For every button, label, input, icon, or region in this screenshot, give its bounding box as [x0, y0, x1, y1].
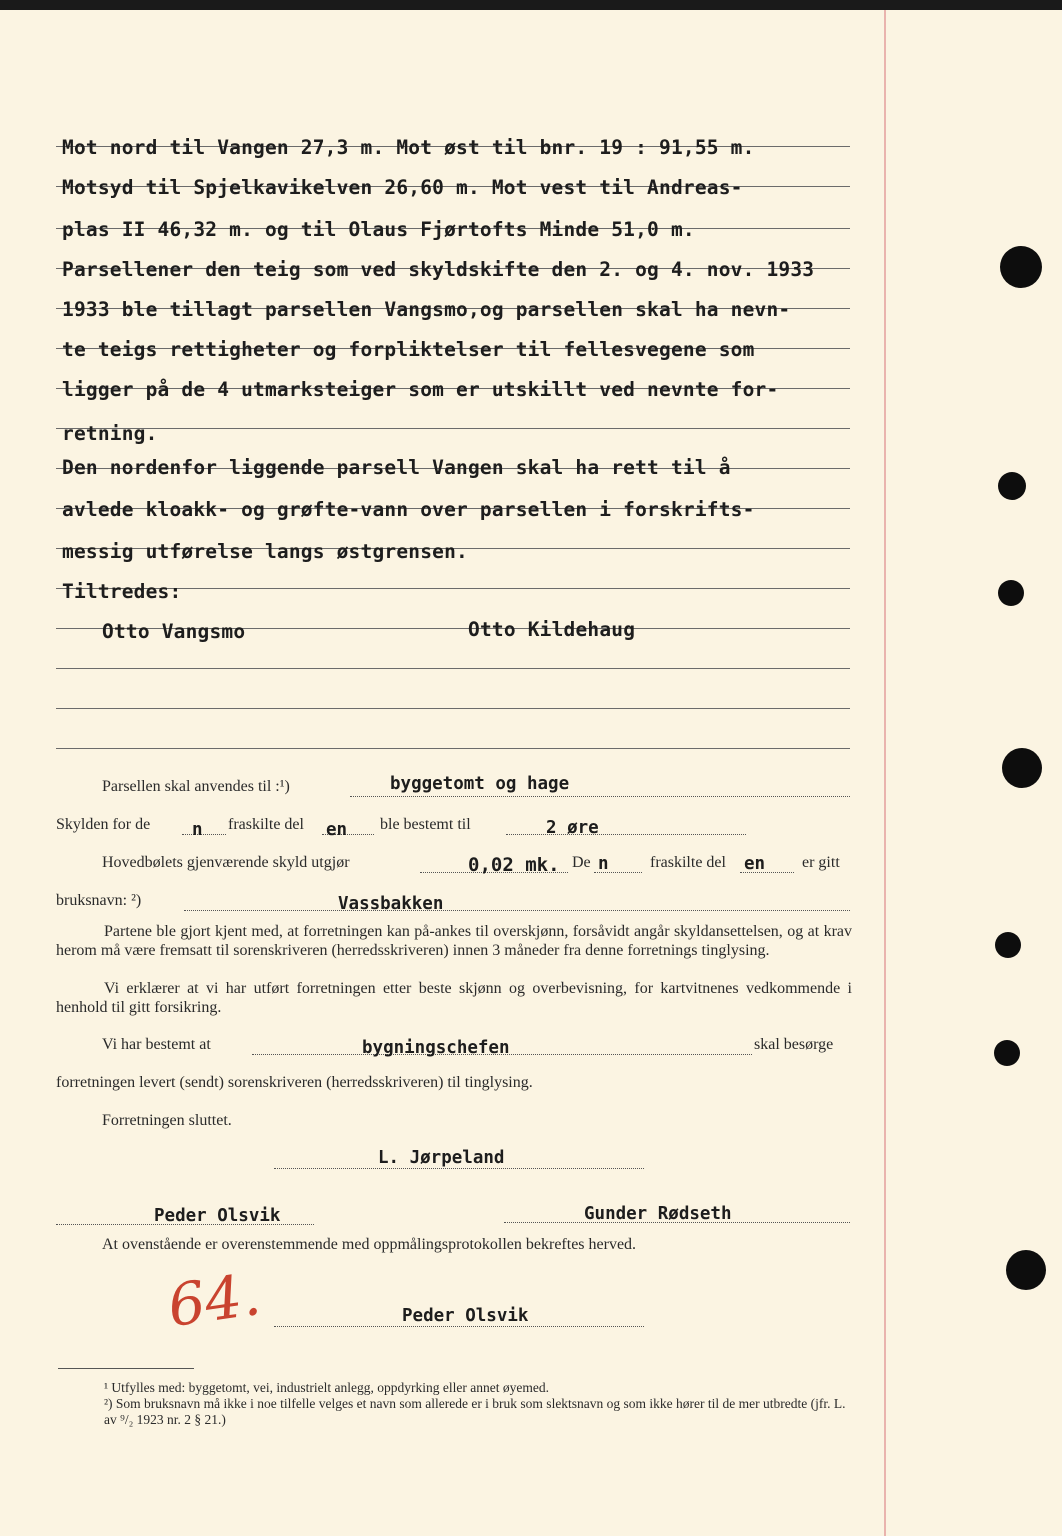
hoved-de: De [572, 854, 591, 871]
skyld-label-3: ble bestemt til [380, 816, 471, 833]
bestemt-label-2: skal besørge [754, 1036, 834, 1053]
ruled-line [56, 748, 850, 749]
bestemt-label: Vi har bestemt at [102, 1036, 211, 1053]
skyld-dotted [182, 834, 226, 835]
ruled-line [56, 428, 850, 429]
bruksnavn-value: Vassbakken [338, 894, 444, 914]
bestemt-line-2: forretningen levert (sendt) sorenskriveren (herredsskriveren) til tinglysing. [56, 1074, 533, 1091]
signature-olsvik: Peder Olsvik [154, 1206, 281, 1226]
footnote-1: ¹ Utfylles med: byggetomt, vei, industrielt anlegg, oppdyrking eller annet øyemed. [104, 1380, 549, 1395]
skyld-dotted [506, 834, 746, 835]
use-dotted-line [350, 796, 850, 797]
skyld-label-2: fraskilte del [228, 816, 304, 833]
punch-hole [994, 1040, 1020, 1066]
punch-hole [998, 472, 1026, 500]
hoved-value: 0,02 mk. [468, 854, 560, 876]
typed-line: messig utførelse langs østgrensen. [62, 540, 468, 563]
bruksnavn-dotted [184, 910, 850, 911]
ruled-line [56, 668, 850, 669]
signature-line [274, 1168, 644, 1169]
typed-line: te teigs rettigheter og forpliktelser til fellesvegene som [62, 338, 755, 361]
punch-hole [998, 580, 1024, 606]
hoved-label-2: fraskilte del [650, 854, 726, 871]
punch-hole [995, 932, 1021, 958]
footnote-2: ²) Som bruksnavn må ikke i noe tilfelle velges et navn som allerede er i bruk som slektsnavn og som ikke hører til de mer utbredte (jfr. L. av ⁹/₂ 1923 nr. 2 § 21.) [104, 1396, 846, 1427]
hoved-label-3: er gitt [802, 854, 840, 871]
signatory-otto-vangsmo: Otto Vangsmo [102, 620, 246, 643]
closing-text: Forretningen sluttet. [102, 1112, 232, 1129]
ruled-line [56, 708, 850, 709]
margin-line [884, 10, 886, 1536]
use-label: Parsellen skal anvendes til :¹) [102, 778, 290, 795]
paragraph-appeal: Partene ble gjort kjent med, at forretningen kan på-ankes til overskjønn, forsåvidt angår skyldansettelsen, og at krav herom må være fremsatt til sorenskriveren (herredsskriveren) innen 3 måneder fra denne forretnings tinglysing. [56, 923, 852, 959]
attest-text: At ovenstående er overenstemmende med oppmålingsprotokollen bekreftes herved. [102, 1236, 637, 1253]
skyld-label: Skylden for de [56, 816, 151, 833]
typed-line: Tiltredes: [62, 580, 182, 603]
hoved-en: en [744, 854, 766, 874]
typed-line: Motsyd til Spjelkavikelven 26,60 m. Mot vest til Andreas- [62, 176, 743, 199]
typed-line: 1933 ble tillagt parsellen Vangsmo,og parsellen skal ha nevn- [62, 298, 791, 321]
signature-line [274, 1326, 644, 1327]
footnote-divider [58, 1368, 194, 1369]
punch-hole [1002, 748, 1042, 788]
hoved-n: n [598, 854, 609, 874]
signature-attest-olsvik: Peder Olsvik [402, 1306, 529, 1326]
use-value: byggetomt og hage [390, 774, 570, 794]
hoved-label: Hovedbølets gjenværende skyld utgjør [102, 854, 350, 871]
skyld-en: en [326, 820, 348, 840]
handwritten-page-number: 64. [163, 1259, 265, 1341]
signature-jorpeland: L. Jørpeland [378, 1148, 505, 1168]
typed-line: avlede kloakk- og grøfte-vann over parsellen i forskrifts- [62, 498, 755, 521]
typed-line: ligger på de 4 utmarksteiger som er utskillt ved nevnte for- [62, 378, 779, 401]
skyld-value: 2 øre [546, 818, 599, 838]
typed-line: Mot nord til Vangen 27,3 m. Mot øst til bnr. 19 : 91,55 m. [62, 136, 755, 159]
typed-line: retning. [62, 422, 158, 445]
paragraph-declaration: Vi erklærer at vi har utført forretningen etter beste skjønn og overbevisning, for kartvitnenes vedkommende i henhold til gitt forsikring. [56, 980, 852, 1016]
punch-hole [1000, 246, 1042, 288]
bestemt-value: bygningschefen [362, 1038, 510, 1058]
bruksnavn-label: bruksnavn: ²) [56, 892, 142, 909]
signatory-otto-kildehaug: Otto Kildehaug [468, 618, 636, 641]
typed-line: plas II 46,32 m. og til Olaus Fjørtofts Minde 51,0 m. [62, 218, 695, 241]
typed-line: Den nordenfor liggende parsell Vangen skal ha rett til å [62, 456, 731, 479]
skyld-n: n [192, 820, 203, 840]
typed-line: Parsellener den teig som ved skyldskifte den 2. og 4. nov. 1933 [62, 258, 815, 281]
punch-hole [1006, 1250, 1046, 1290]
signature-rodseth: Gunder Rødseth [584, 1204, 732, 1224]
document-page [0, 10, 1062, 1536]
